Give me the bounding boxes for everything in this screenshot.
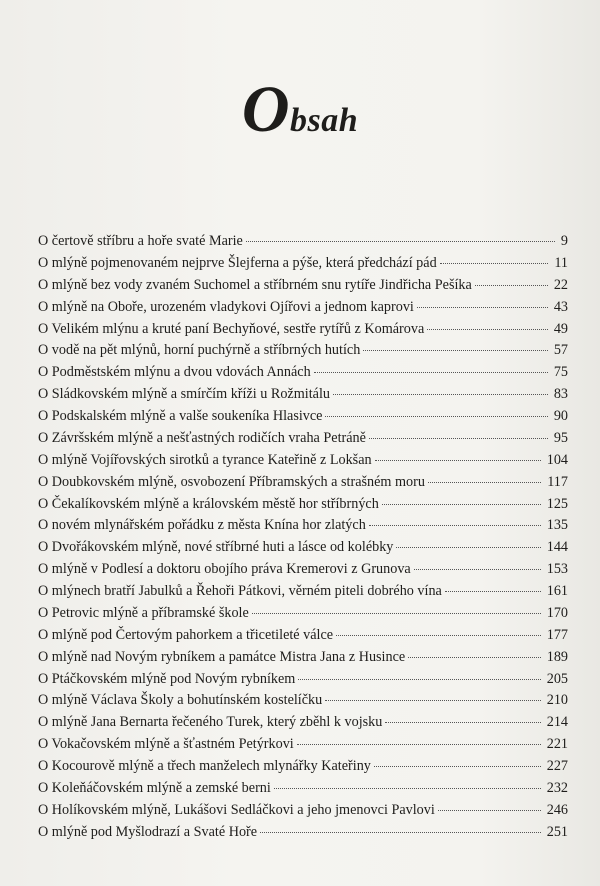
toc-leader-dots [445,591,541,592]
toc-leader-dots [382,504,541,505]
toc-entry-page-number: 104 [546,451,568,468]
toc-leader-dots [325,700,540,701]
toc-entry [38,537,568,559]
toc-entry-page-number: 210 [546,692,568,709]
title-rest: bsah [290,102,359,140]
toc-leader-dots [396,547,540,548]
toc-leader-dots [252,613,541,614]
toc-entry-page-number: 57 [553,342,568,359]
toc-entry-page-number: 189 [546,648,568,665]
table-of-contents [38,231,568,844]
toc-entry-title: O Čekalíkovském mlýně a královském městě hor stříbrných [38,495,379,512]
toc-leader-dots [298,679,540,680]
toc-entry [38,647,568,669]
title-initial: O [241,73,291,147]
toc-entry-page-number: 125 [546,495,568,512]
toc-entry [38,800,568,822]
toc-entry-title: O mlýně Václava Školy a bohutínském kostelíčku [38,692,323,709]
toc-entry [38,625,568,647]
toc-entry-title: O Kocourově mlýně a třech manželech mlynářky Kateřiny [38,758,371,774]
toc-entry [38,450,568,472]
page-title [0,73,600,147]
toc-entry-page-number: 49 [553,320,568,337]
toc-entry-page-number: 177 [546,626,568,643]
toc-entry-page-number: 135 [546,517,568,534]
toc-entry-title: O Koleňáčovském mlýně a zemské berni [38,779,271,796]
toc-leader-dots [363,350,548,351]
toc-entry-page-number: 144 [546,539,568,556]
toc-entry-page-number: 83 [553,386,568,403]
toc-entry-title: O Závršském mlýně a nešťastných rodičích vraha Petráně [38,429,366,446]
toc-entry-title: O Sládkovském mlýně a smírčím kříži u Rožmitálu [38,386,330,403]
toc-entry-page-number: 170 [546,604,568,621]
toc-entry-page-number: 43 [553,298,568,315]
toc-entry [38,428,568,450]
toc-leader-dots [336,635,541,636]
toc-entry [38,669,568,691]
toc-leader-dots [428,482,541,483]
toc-entry-page-number: 251 [546,823,568,840]
toc-entry-page-number: 117 [547,473,568,490]
toc-entry-title: O mlýně pojmenovaném nejprve Šlejferna a pýše, která předchází pád [38,254,437,271]
toc-entry-title: O Petrovic mlýně a příbramské škole [38,604,249,621]
toc-entry-title: O mlýnech bratří Jabulků a Řehoři Pátkovi, věrném piteli dobrého vína [38,583,442,599]
toc-entry [38,734,568,756]
toc-leader-dots [475,285,548,286]
toc-leader-dots [385,722,540,723]
toc-entry-title: O vodě na pět mlýnů, horní puchýrně a stříbrných hutích [38,342,361,359]
toc-entry-title: O Dvořákovském mlýně, nové stříbrné huti a lásce od kolébky [38,539,394,556]
toc-entry-title: O mlýně pod Čertovým pahorkem a třicetileté válce [38,626,334,643]
toc-entry-title: O mlýně bez vody zvaném Suchomel a stříbrném snu rytíře Jindřicha Pešíka [38,276,472,293]
toc-leader-dots [427,329,548,330]
toc-entry-page-number: 22 [553,276,568,293]
toc-entry-page-number: 161 [546,583,568,599]
toc-entry-title: O mlýně pod Myšlodrazí a Svaté Hoře [38,823,258,840]
toc-leader-dots [314,372,548,373]
toc-leader-dots [438,810,541,811]
toc-entry-page-number: 205 [546,670,568,687]
toc-leader-dots [414,569,541,570]
toc-entry [38,319,568,341]
toc-entry-title: O Holíkovském mlýně, Lukášovi Sedláčkovi a jeho jmenovci Pavlovi [38,801,435,818]
toc-entry [38,515,568,537]
toc-entry-title: O Velikém mlýnu a kruté paní Bechyňové, sestře rytířů z Komárova [38,320,425,337]
toc-entry [38,690,568,712]
toc-entry [38,297,568,319]
toc-leader-dots [274,788,541,789]
toc-entry-title: O čertově stříbru a hoře svaté Marie [38,233,243,249]
toc-entry [38,822,568,844]
toc-leader-dots [246,241,555,242]
toc-entry [38,581,568,603]
toc-leader-dots [375,460,541,461]
toc-entry [38,472,568,494]
toc-entry-page-number: 90 [553,408,568,424]
toc-leader-dots [440,263,549,264]
toc-entry-page-number: 75 [553,364,568,381]
toc-leader-dots [417,307,548,308]
toc-entry [38,603,568,625]
toc-entry [38,253,568,275]
toc-entry-page-number: 11 [554,254,568,271]
toc-entry [38,778,568,800]
toc-entry-page-number: 246 [546,801,568,818]
toc-entry-page-number: 9 [560,233,568,249]
toc-entry-title: O Vokačovském mlýně a šťastném Petýrkovi [38,736,294,753]
toc-entry-title: O mlýně v Podlesí a doktoru obojího práva Kremerovi z Grunova [38,561,411,578]
toc-entry [38,712,568,734]
toc-leader-dots [325,416,547,417]
toc-entry-title: O mlýně Vojířovských sirotků a tyrance Kateřině z Lokšan [38,451,372,468]
toc-entry-title: O mlýně Jana Bernarta řečeného Turek, který zběhl k vojsku [38,714,383,731]
toc-entry-page-number: 221 [546,736,568,753]
toc-entry [38,494,568,516]
toc-entry [38,362,568,384]
toc-entry [38,340,568,362]
toc-leader-dots [369,525,541,526]
toc-leader-dots [408,657,541,658]
toc-entry-page-number: 214 [546,714,568,731]
toc-entry-page-number: 227 [546,758,568,774]
toc-entry-title: O mlýně nad Novým rybníkem a památce Mistra Jana z Husince [38,648,406,665]
toc-entry [38,559,568,581]
toc-leader-dots [374,766,541,767]
toc-entry-title: O Ptáčkovském mlýně pod Novým rybníkem [38,670,296,687]
toc-entry [38,756,568,778]
toc-entry [38,275,568,297]
toc-entry-title: O Podskalském mlýně a valše soukeníka Hlasivce [38,408,323,424]
toc-entry-title: O mlýně na Oboře, urozeném vladykovi Ojířovi a jednom kaprovi [38,298,414,315]
toc-entry-title: O Podměstském mlýnu a dvou vdovách Annách [38,364,311,381]
toc-entry [38,384,568,406]
toc-leader-dots [369,438,548,439]
toc-entry-page-number: 153 [546,561,568,578]
toc-entry-page-number: 232 [546,779,568,796]
toc-entry [38,231,568,253]
toc-leader-dots [333,394,548,395]
toc-leader-dots [260,832,541,833]
toc-entry [38,406,568,428]
toc-entry-title: O novém mlynářském pořádku z města Knína hor zlatých [38,517,366,534]
toc-entry-title: O Doubkovském mlýně, osvobození Příbramských a strašném moru [38,473,425,490]
toc-entry-page-number: 95 [553,429,568,446]
toc-leader-dots [297,744,541,745]
